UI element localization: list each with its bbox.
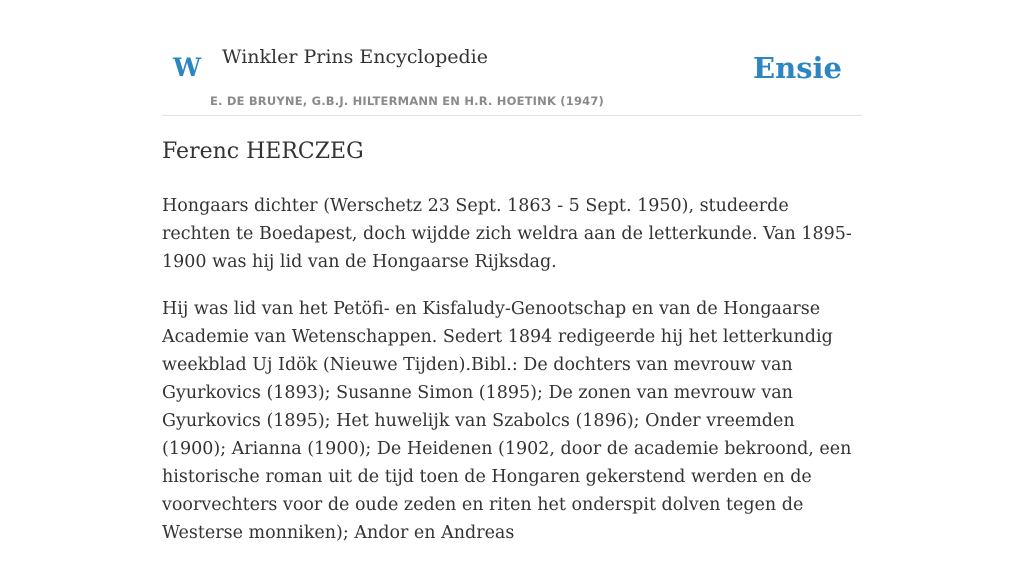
- article-body: [162, 192, 862, 566]
- article-paragraph: Hongaars dichter (Werschetz 23 Sept. 1863 - 5 Sept. 1950), studeerde rechten te Boedapest, doch wijdde zich weldra aan de letterkunde. Van 1895-1900 was hij lid van de Hongaarse Rijksdag.: [162, 196, 852, 272]
- ensie-logo-link[interactable]: Ensie: [753, 51, 842, 85]
- article-paragraph: Hij was lid van het Petöfi- en Kisfaludy-Genootschap en van de Hongaarse Academie van Wetenschappen. Sedert 1894 redigeerde hij het letterkundig weekblad Uj Idök (Nieuwe Tijden).Bibl.: De dochters van mevrouw van Gyurkovics (1893); Susanne Simon (1895); De zonen van mevrouw van Gyurkovics (1895); Het huwelijk van Szabolcs (1896); Onder vreemden (1900); Arianna (1900); De Heidenen (1902, door de academie bekroond, een historische roman uit de tijd toen de Hongaren gekerstend werden en de voorvechters voor de oude zeden en riten het onderspit dolven tegen de Westerse monniken); Andor en Andreas: [162, 299, 852, 543]
- article-title: Ferenc HERCZEG: [162, 139, 364, 164]
- publication-title[interactable]: Winkler Prins Encyclopedie: [222, 46, 488, 68]
- winkler-prins-logo[interactable]: W: [173, 53, 202, 82]
- publication-authors: E. DE BRUYNE, G.B.J. HILTERMANN EN H.R. HOETINK (1947): [210, 94, 605, 108]
- site-header: [162, 40, 862, 116]
